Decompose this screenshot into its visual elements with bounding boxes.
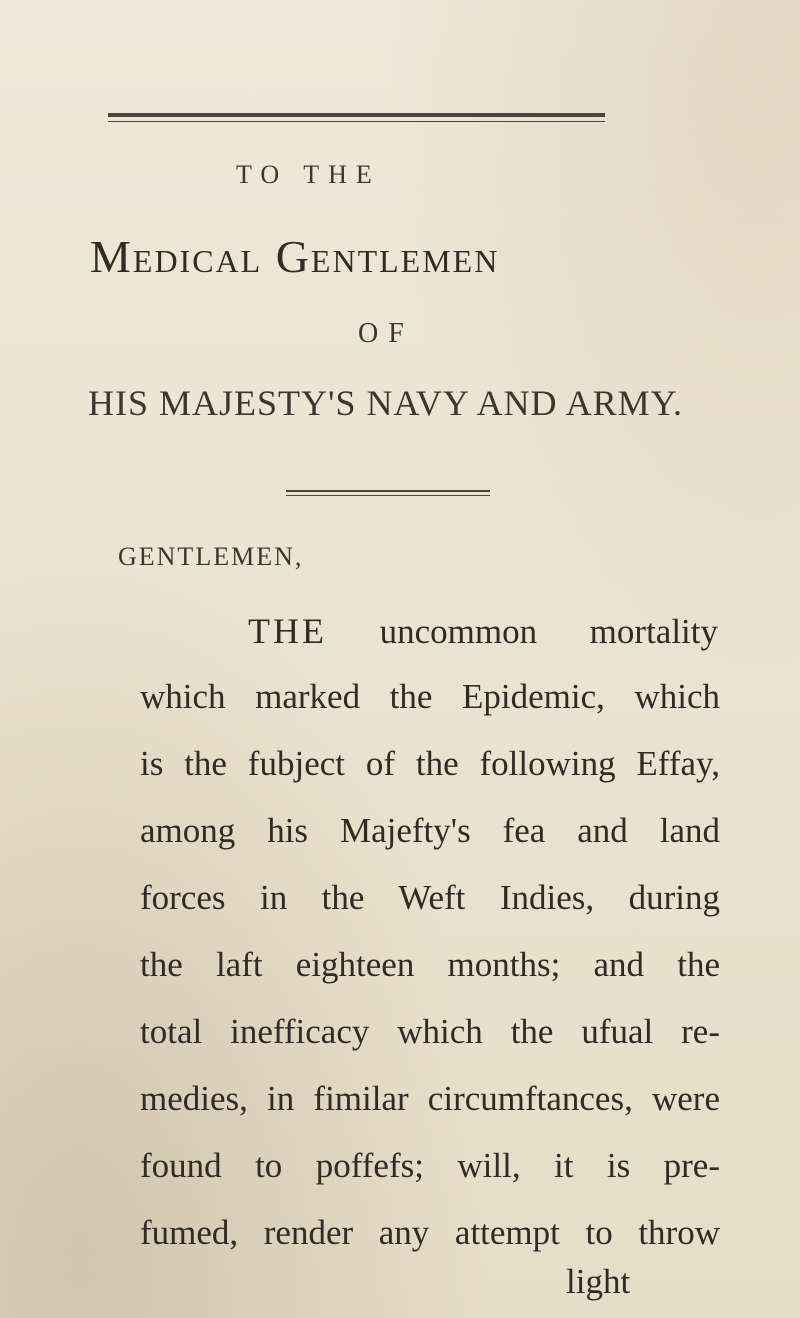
- catchword: light: [566, 1262, 631, 1301]
- body-line-1: [248, 610, 718, 652]
- divider-rule-thin: [286, 495, 490, 496]
- body-line-7: total inefficacy which the ufual re-: [140, 1012, 720, 1051]
- top-double-rule-thin: [108, 121, 605, 122]
- body-line-4: among his Majefty's fea and land: [140, 811, 720, 850]
- heading-to-the: TO THE: [236, 160, 381, 189]
- body-line-3: is the fubject of the following Effay,: [140, 744, 720, 783]
- body-line-10: fumed, render any attempt to throw: [140, 1213, 720, 1252]
- salutation: GENTLEMEN,: [118, 542, 304, 571]
- body-line-8: medies, in fimilar circumftances, were: [140, 1079, 720, 1118]
- heading-of: OF: [358, 318, 414, 349]
- top-double-rule-thick: [108, 113, 605, 117]
- opening-word: THE: [248, 611, 327, 651]
- heading-navy-army: HIS MAJESTY'S NAVY AND ARMY.: [88, 383, 683, 423]
- body-line-9: found to poffefs; will, it is pre-: [140, 1146, 720, 1185]
- body-line-2: which marked the Epidemic, which: [140, 677, 720, 716]
- heading-medical-gentlemen: Medical Gentlemen: [90, 231, 500, 282]
- body-line-6: the laft eighteen months; and the: [140, 945, 720, 984]
- body-line-5: forces in the Weft Indies, during: [140, 878, 720, 917]
- divider-rule: [286, 490, 490, 492]
- body-line-1-text: uncommon mortality: [379, 612, 718, 651]
